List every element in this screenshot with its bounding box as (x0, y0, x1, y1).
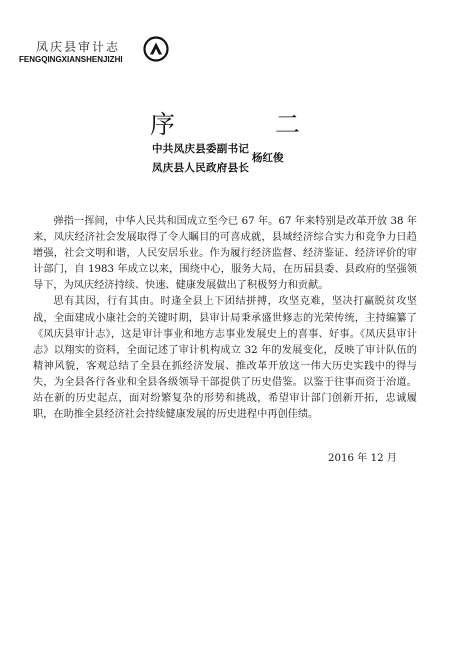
signature-date: 2016 年 12 月 (328, 453, 397, 464)
audit-emblem-icon (143, 36, 169, 62)
author-title-line-1: 中共凤庆县委副书记 (152, 143, 250, 155)
author-title-line-2: 凤庆县人民政府县长 (152, 162, 250, 174)
paragraph: 思有其因，行有其由。时逢全县上下团结拼搏，攻坚克难，坚决打赢脱贫攻坚战，全面建成小康社会的关键时期，县审计局秉承盛世修志的光荣传统，主持编纂了《凤庆县审计志》，这是审计事业和地方志事业发展史上的喜事、好事。《凤庆县审计志》以翔实的资料，全面记述了审计机构成立 32 年的发展变化，反映了审计队伍的精神风貌，客观总结了全县在抓经济发展、推改革开放这一伟大历史实践中的得与失，为全县各行各业和全县各级领导干部提供了历史借鉴。以鉴于往事而资于治道。站在新的历史起点，面对纷繁复杂的形势和挑战，希望审计部门创新开拓，忠诚履职，在助推全县经济社会持续健康发展的历史进程中再创佳绩。 (33, 296, 417, 421)
author-name: 杨红俊 (252, 152, 284, 164)
book-title: 凤庆县审计志 (36, 40, 121, 54)
preface-body (33, 214, 417, 423)
page-title: 序 二 (150, 109, 346, 139)
book-title-pinyin: FENGQINGXIANSHENJIZHI (19, 55, 123, 64)
paragraph: 弹指一挥间，中华人民共和国成立至今已 67 年。67 年来特别是改革开放 38 年来，凤庆经济社会发展取得了令人瞩目的可喜成就，县域经济综合实力和竞争力日趋增强，社会文明和谐，人民安居乐业。作为履行经济监督、经济鉴证、经济评价的审计部门，自 1983 年成立以来，围绕中心，服务大局，在历届县委、县政府的坚强领导下，为凤庆经济持续、快速、健康发展做出了积极努力和贡献。 (33, 216, 417, 292)
running-header (19, 36, 169, 76)
author-byline (152, 141, 352, 191)
